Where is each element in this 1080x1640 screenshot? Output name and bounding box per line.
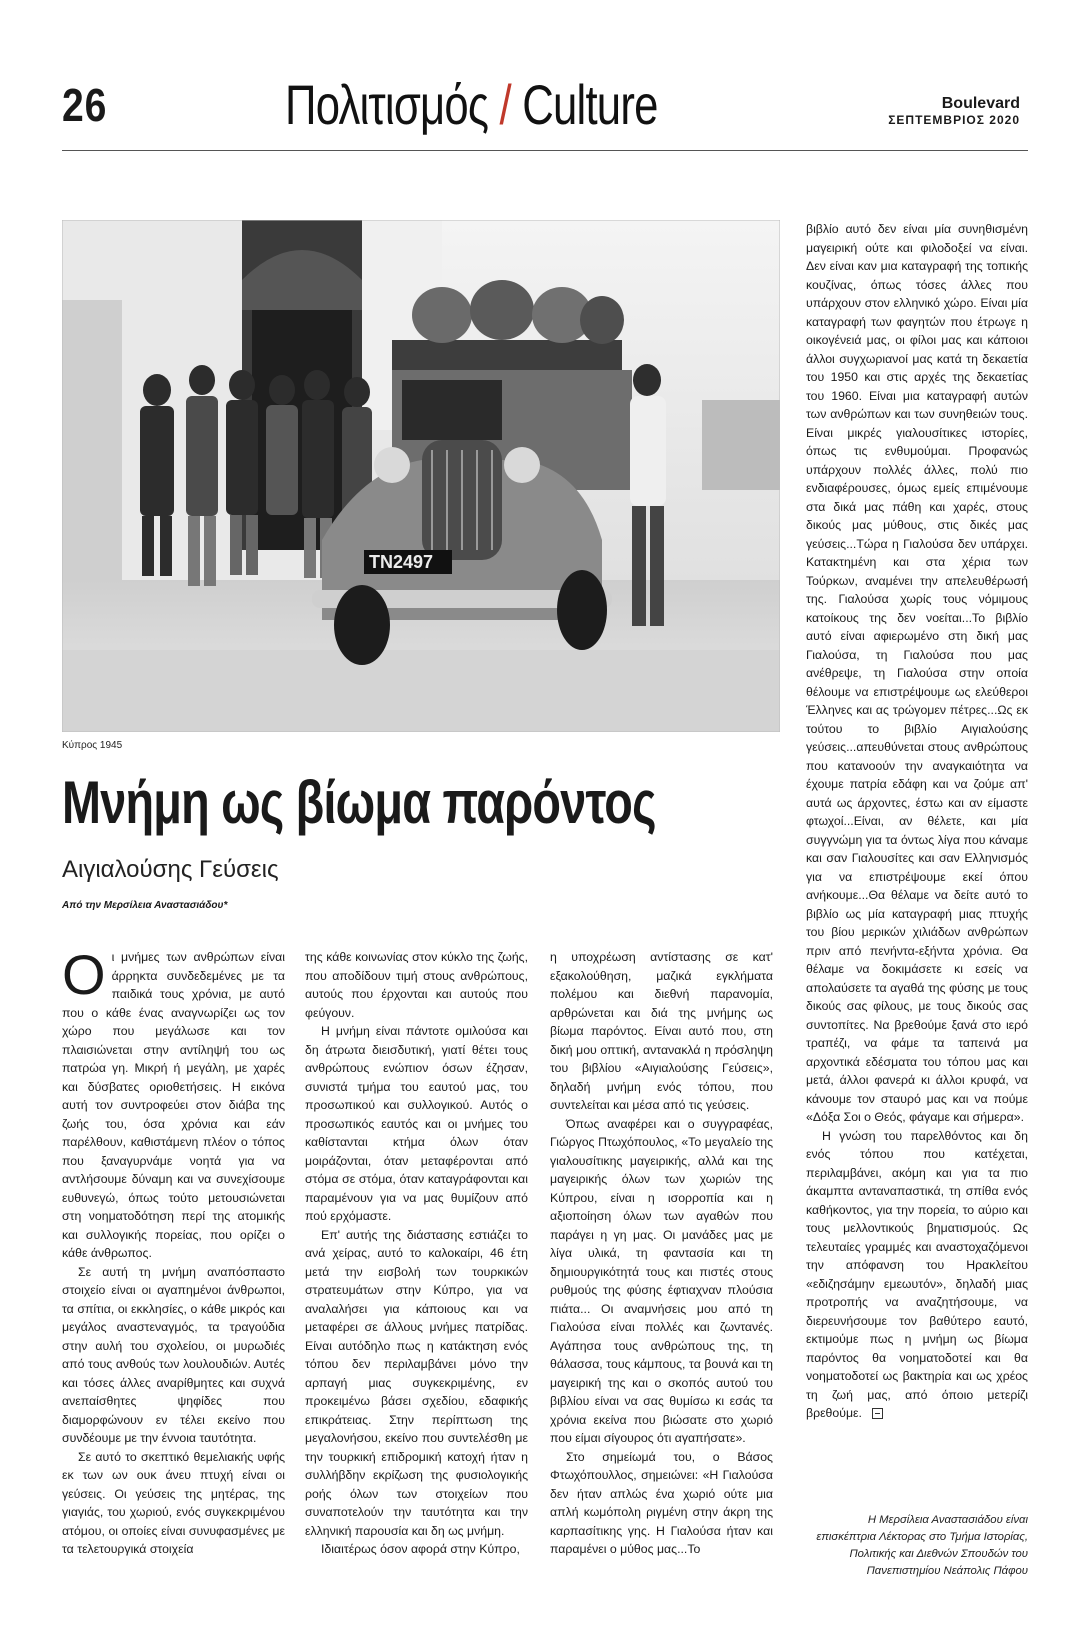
page-number: 26	[62, 79, 108, 131]
paragraph: της κάθε κοινωνίας στον κύκλο της ζωής, που αποδίδουν τιμή στους ανθρώπους, αυτούς που έρχονται και αυτούς που φεύγουν.	[305, 950, 528, 1020]
paragraph: η υποχρέωση αντίστασης σε κατ' εξακολούθηση, μαζικά εγκλήματα πολέμου και διεθνή παρανομία, αρθρώνεται και διά της μνήμης ως βίωμα παρόντος. Είναι αυτό που, στη δική μου οπτική, αντανακλά η πρόσληψη του βιβλίου «Αιγιαλούσης Γεύσεις», δηλαδή μνήμη ενός τόπου, που συντελείται και μέσα από τις γεύσεις.	[550, 950, 773, 1112]
article-column-2	[305, 948, 528, 1559]
photo-illustration	[62, 220, 780, 732]
section-title-greek: Πολιτισμός	[285, 73, 489, 136]
paragraph: Στο σημείωμά του, ο Βάσος Φτωχόπουλλος, σημειώνει: «Η Γιαλούσα δεν ήταν απλώς ένα χωριό ούτε μια απλή κωμόπολη ριγμένη στην άκρη της καρπασίτικης γης. Η Γιαλούσα ήταν και παραμένει ο μύθος μας...Το	[550, 1449, 773, 1556]
article-column-1	[62, 943, 285, 1559]
paragraph	[62, 943, 285, 1263]
article-photo	[62, 220, 780, 732]
paragraph: Επ' αυτής της διάστασης εστιάζει το ανά χείρας, αυτό το καλοκαίρι, 46 έτη μετά την εισβολή των τουρκικών στρατευμάτων στην Κύπρο, για να αναλαλήσει για κάποιους και να μεταφέρει σε άλλους μνήμες πατρίδας. Είναι αυτόδηλο πως η κατάκτηση ενός τόπου δεν περιλαμβάνει μόνο την αρπαγή μιας συγκεκριμένης, εν προκειμένω βάσει σχεδίου, εδαφικής επικράτειας. Στην περίπτωση της μεγαλονήσου, εκείνο που συντελέσθη με την τουρκική επιδρομική κατοχή ήταν η συλλήβδην εκρίζωση της φυσιολογικής ροής όλων των στοιχείων που συναποτελούν την ταυτότητα και την ελληνική παρουσία και δη ως μνήμη.	[305, 1227, 528, 1538]
article-headline: Μνήμη ως βίωμα παρόντος	[62, 769, 656, 836]
paragraph: βιβλίο αυτό δεν είναι μία συνηθισμένη μαγειρική ούτε και φιλοδοξεί να είναι. Δεν είναι καν μια καταγραφή της τοπικής κουζίνας, όπως τόσες άλλες που υπάρχουν στον ελληνικό χώρο. Είναι μία καταγραφή των φαγητών που έτρωγε η οικογένειά μας, οι φίλοι μας και κάποιοι άλλοι συγχωριανοί μας κατά τη δεκαετία του 1950 και στις αρχές της δεκαετίας του 1960. Είναι μια καταγραφή αυτών των ανθρώπων και των συνηθειών τους. Είναι μικρές γιαλουσίτικες ιστορίες, όπως τις ενθυμούμαι. Προφανώς υπάρχουν πολλές άλλες, πολύ πιο ενδιαφέρουσες, όμως εμείς επιμένουμε στα δικά μας πάθη και χαρές, στους δικούς μας μύθους, στις δικές μας γεύσεις...Τώρα η Γιαλούσα δεν υπάρχει. Κατακτημένη και στα χέρια των Τούρκων, αναμένει την απελευθέρωσή της. Γιαλούσα χωρίς τους νόμιμους κατοίκους της δεν νοείται...Το βιβλίο αυτό είναι αφιερωμένο στη δική μας Γιαλούσα, τη Γιαλούσα που μας ανέθρεψε, τη Γιαλούσα στην οποία θέλουμε να επιστρέψουμε ως ελεύθεροι Έλληνες και ας τρώγομεν πέτρες...Ως εκ τούτου το βιβλίο Αιγιαλούσης γεύσεις...απευθύνεται στους ανθρώπους που κατανοούν την αναγκαιότητα να έχουμε πατρία εδάφη και να ζούμε απ' αυτά ως άρχοντες, έστω και αν είμαστε φτωχοί...Είναι, αν θέλετε, και μία συγγνώμη για τα όντως λίγα που κάναμε και σαν Γιαλουσίτες και σαν Ελληνισμός για να επιστρέψουμε εκεί όπου ανήκουμε...Θα θέλαμε να δείτε αυτό το βιβλίο ως μία καταγραφή μιας πτυχής του βίου μερικών χιλιάδων ανθρώπων πριν από πενήντα-εξήντα χρόνια. Θα θέλαμε να δοκιμάσετε κι εσείς να απολαύσετε τα αγαθά της φύσης με τους δικούς σας φίλους, με τους δικούς σας συντοπίτες. Να βρεθούμε ξανά στο ιερό τραπέζι, να φάμε τα ταπεινά μα αρχοντικά εδέσματα του τόπου μας και μετά, άλλοι φανερά κι άλλοι κρυφά, να κάνουμε τον σταυρό μας και να πούμε «Δόξα Σοι ο Θεός, φάγαμε και σήμερα».	[806, 222, 1028, 1124]
paragraph	[806, 1127, 1028, 1423]
license-plate-text: TN2497	[369, 552, 434, 572]
section-title	[285, 72, 658, 137]
article-column-3	[550, 948, 773, 1559]
paragraph-text: ι μνήμες των ανθρώπων είναι άρρηκτα συνδεδεμένες με τα παιδικά τους χρόνια, με αυτό που ο κάθε ένας αναγνωρίζει ως τον χώρο που μεγάλωσε και τον πλαισιώνεται στην αντίληψή του ως πατρώα γη. Μικρή ή μεγάλη, με χαρές και δύσβατες οριοθετήσεις. Η εικόνα αυτή τον συντροφεύει στον διάβα της ζωής του, όσα χρόνια και εάν παρέλθουν, καθιστάμενη πλέον ο τόπος που ξαναγυρνάμε νοητά για να αντλήσουμε δύναμη και να συνεχίσουμε ευθυνεγώ, όπως τούτο μετουσιώνεται στη νοηματοδότηση περί της ατομικής και συλλογικής πορείας, που ορίζει ο κάθε άνθρωπος.	[62, 950, 285, 1260]
paragraph: Ιδιαιτέρως όσον αφορά στην Κύπρο,	[321, 1542, 520, 1556]
section-title-english: Culture	[522, 73, 658, 136]
paragraph: Η μνήμη είναι πάντοτε ομιλούσα και δη άτρωτα διεισδυτική, γιατί θέτει τους ανθρώπους ενώπιον όσων έζησαν, συνιστά τμήμα του εαυτού μας, του προσωπικού και συλλογικού. Αυτός ο προσωπικός εαυτός και οι μνήμες του καθίστανται κτήμα όλων όταν μοιράζονται, όταν μεταφέρονται από στόμα σε στόμα, όταν καταγράφονται και παραμένουν για να μας θυμίζουν από πού ερχόμαστε.	[305, 1024, 528, 1223]
article-byline: Από την Μερσίλεια Αναστασιάδου*	[62, 900, 228, 911]
drop-cap: Ο	[62, 943, 106, 1006]
publication-name: Boulevard	[941, 95, 1020, 112]
author-bio: Η Μερσίλεια Αναστασιάδου είναι επισκέπτρια Λέκτορας στο Τμήμα Ιστορίας, Πολιτικής και Διεθνών Σπουδών του Πανεπιστημίου Νεάπολις Πάφου	[816, 1514, 1028, 1577]
section-title-slash: /	[499, 73, 511, 136]
paragraph: Όπως αναφέρει και ο συγγραφέας, Γιώργος Πτωχόπουλος, «Το μεγαλείο της γιαλουσίτικης μαγειρικής, αλλά και της μαγειρικής όλων των χωριών της Κύπρου, είναι η ισορροπία και η αξιοποίηση όλων των αγαθών που παράγει η γη μας. Οι μανάδες μας με λίγα υλικά, τη φαντασία και τη δημιουργικότητά τους και πιστές στους ρυθμούς της φύσης έφτιαχναν πλούσια πιάτα... Οι αναμνήσεις μου από τη Γιαλούσα είναι πολλές και ζωντανές. Αγάπησα τους ανθρώπους της, τη θάλασσα, τους κάμπους, τα βουνά και τη μαγειρική της και ο σκοπός αυτού του βιβλίου είναι να σας θυμίσω κι εσάς τα χρόνια εκείνα που βιώσατε στο χωριό που είμαι σίγουρος ότι αγαπήσατε».	[550, 1116, 773, 1445]
paragraph: Σε αυτή τη μνήμη αναπόσπαστο στοιχείο είναι οι αγαπημένοι άνθρωποι, τα σπίτια, οι εκκλησίες, ο κάθε μικρός και μεγάλος αναστεναγμός, τα τραγούδια στην αυλή του σχολείου, οι μυρωδιές από τους ανθούς των λουλουδιών. Αυτές και τόσες άλλες αναρίθμητες και συχνά ανεπαίσθητες ψηφίδες που διαμορφώνουν εν τέλει εκείνο που συνδέουμε με την έννοια ταυτότητα.	[62, 1264, 285, 1445]
paragraph-text: Η γνώση του παρελθόντος και δη ενός τόπου που κατέχεται, περιλαμβάνει, ακόμη και για τα πιο άκαμπτα ανταναπαστικά, τη σπίθα ενός καθήκοντος, για την πορεία, το αύριο και τους μελλοντικούς βηματισμούς. Ως τελευταίες γραμμές και αναστοχαζόμενοι την απόφανση του Ηρακλείτου «εδιζησάμην εμεωυτόν», δηλαδή μιας προτροπής να αναζητήσουμε, να διερευνήσουμε τον βαθύτερο εαυτό, εκτιμούμε πως η μνήμη ως βίωμα παρόντος θα νοηματοδοτεί και θα νοηματοδοτεί ως βακτηρία και ως χρέος τη ζωή μας, από όποιο μετερίζι βρεθούμε.	[806, 1128, 1028, 1420]
photo-caption: Κύπρος 1945	[62, 740, 123, 751]
article-subhead: Αιγιαλούσης Γεύσεις	[62, 856, 279, 883]
header-divider	[62, 150, 1028, 151]
publication-brand	[888, 96, 1020, 128]
article-end-icon	[872, 1408, 883, 1419]
issue-date: ΣΕΠΤΕΜΒΡΙΟΣ 2020	[888, 113, 1020, 127]
article-column-4	[806, 220, 1028, 1423]
paragraph: Σε αυτό το σκεπτικό θεμελιακής υφής εκ των ων ουκ άνευ πτυχή είναι οι γεύσεις. Οι γεύσεις της μητέρας, της γιαγιάς, του χωριού, ενός συγκεκριμένου ατόμου, οι οποίες είναι συνυφασμένες με τα τελετουργικά στοιχεία	[62, 1449, 285, 1556]
